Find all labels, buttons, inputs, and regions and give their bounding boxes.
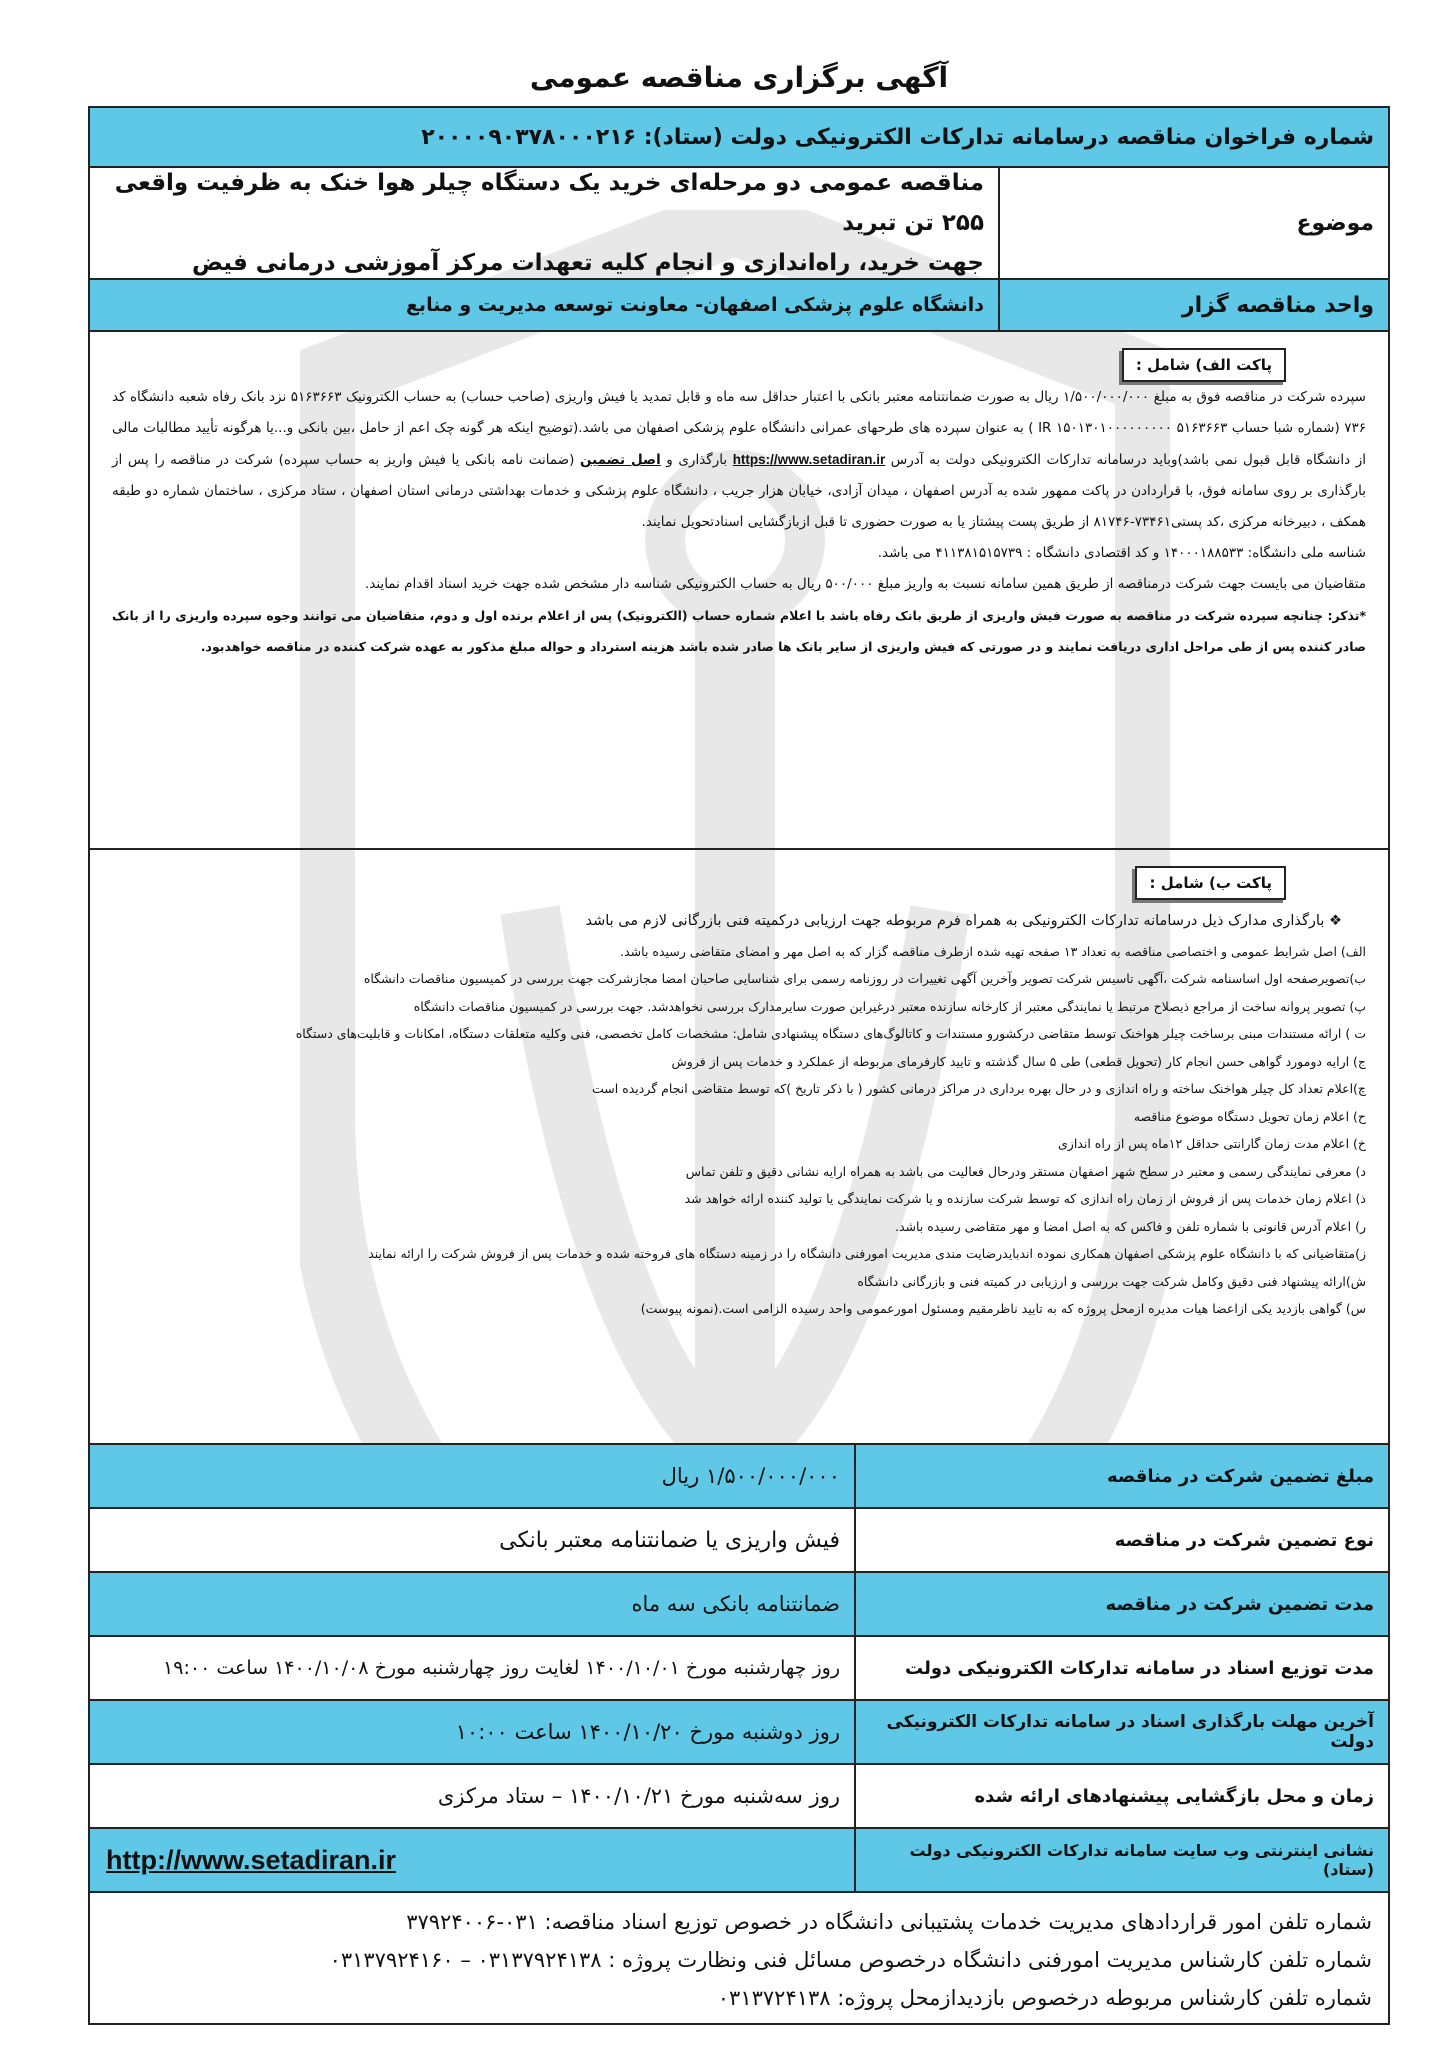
university-id-paragraph: شناسه ملی دانشگاه: ۱۴۰۰۰۱۸۸۵۳۳ و کد اقتصادی دانشگاه : ۴۱۱۳۸۱۵۱۵۷۳۹ می باشد. <box>877 545 1366 561</box>
list-item: ذ) اعلام زمان خدمات پس از فروش از زمان راه اندازی که توسط شرکت سازنده و یا شرکت نمایندگی یا تولید کننده ارائه خواهد شد <box>684 1191 1366 1206</box>
contact-phones <box>90 1893 1388 2023</box>
list-item: ز)متقاضیانی که با دانشگاه علوم پزشکی اصفهان همکاری نموده اندبایدرضایت مندی مدیریت امورفنی دانشگاه را در زمینه دستگاه های فروخته شده و خدمات پس از فروش شرکت را ارائه نمایند <box>368 1246 1366 1261</box>
tender-notice <box>88 55 1390 2025</box>
phone-line-technical: شماره تلفن کارشناس مدیریت امورفنی دانشگاه درخصوص مسائل فنی ونظارت پروژه : ۰۳۱۳۷۹۲۴۱۳۸ – ۰۳۱۳۷۹۲۴۱۶۰ <box>329 1948 1372 1972</box>
list-item: ح) اعلام زمان تحویل دستگاه موضوع مناقصه <box>1133 1108 1366 1124</box>
notice-frame <box>88 106 1390 2025</box>
table-row-guarantee-type: نوع تضمین شرکت در مناقصه فیش واریزی یا ضمانتنامه معتبر بانکی <box>90 1509 1388 1573</box>
packet-a-heading: پاکت الف) شامل : <box>1122 348 1286 382</box>
list-item: ج) ارایه دومورد گواهی حسن انجام کار (تحویل قطعی) طی ۵ سال گذشته و تایید کارفرمای مربوطه از عملکرد و خدمات پس از فروش <box>671 1053 1366 1069</box>
list-item: ت ) ارائه مستندات مبنی برساخت چیلر هواخنک توسط متقاضی درکشورو مستندات و کاتالوگ‌های دستگاه پیشنهادی شامل: مشخصات کامل تخصصی، فنی وکلیه متعلقات دستگاه، امکانات و قابلیت‌های دستگاه <box>295 1026 1366 1041</box>
list-item: س) گواهی بازدید یکی ازاعضا هیات مدیره ازمحل پروژه که به تایید ناظرمقیم ومسئول امورعمومی واحد رسیده الزامی است.(نمونه پیوست) <box>640 1301 1366 1316</box>
table-row-guarantee-duration: مدت تضمین شرکت در مناقصه ضمانتنامه بانکی سه ماه <box>90 1573 1388 1637</box>
subject-row <box>90 168 1388 280</box>
organizer-label: واحد مناقصه گزار <box>998 280 1388 330</box>
subject-line-2: جهت خرید، راه‌اندازی و انجام کلیه تعهدات مرکز آموزشی درمانی فیض <box>191 250 984 276</box>
tender-number-banner: شماره فراخوان مناقصه درسامانه تدارکات الکترونیکی دولت (ستاد): ۲۰۰۰۰۹۰۳۷۸۰۰۰۲۱۶ <box>90 108 1388 168</box>
list-item: ر) اعلام آدرس قانونی با شماره تلفن و فاکس که به اصل امضا و مهر متقاضی رسیده باشد. <box>894 1218 1366 1234</box>
list-item: ب)تصویرصفحه اول اساسنامه شرکت ،آگهی تاسیس شرکت تصویر وآخرین آگهی تغییرات در روزنامه رسمی برای شناسایی صاحبان امضا مجازشرکت جهت بررسی در کمیسیون مناقصات دانشگاه <box>363 971 1366 986</box>
refund-note-paragraph: *تذکر: چنانچه سپرده شرکت در مناقصه به صورت فیش واریزی از طریق بانک رفاه باشد با اعلام شماره حساب (الکترونیک) پس از اعلام برنده اول و دوم، متقاضیان می توانند وجوه سپرده واریزی را از بانک صادر کننده پس از طی مراحل اداری دریافت نمایند و در صورتی که فیش واریزی از سایر بانک ها صادر شده باشد هزینه استرداد و حواله مبلغ مذکور به عهده شرکت کننده در مناقصه خواهدبود. <box>112 608 1366 654</box>
packet-a-deposit-paragraph: سپرده شرکت در مناقصه فوق به مبلغ ۱/۵۰۰/۰۰۰/۰۰۰ ریال به صورت ضمانتنامه معتبر بانکی با اعتبار حداقل سه ماه و قابل تمدید یا فیش واریزی (صاحب حساب) به حساب الکترونیک ۵۱۶۳۶۶۳ نزد بانک رفاه شعبه دانشگاه کد ۷۳۶ (شماره شبا حساب ۵۱۶۳۶۶۳ ۱۵۰۱۳۰۱۰۰۰۰۰۰۰۰۰ IR ) به عنوان سپرده های طرحهای عمرانی دانشگاه علوم پزشکی اصفهان می باشد.(توضیح اینکه هر گونه چک اعم از حامل ،بین بانکی و...یا هرگونه تأیید مطالبات مالی از دانشگاه قابل قبول نمی باشد)وباید درسامانه تدارکات الکترونیکی دولت به آدرس https://www.setadiran.ir بارگذاری و اصل تضمین (ضمانت نامه بانکی یا فیش واریز به حساب سپرده) شرکت در مناقصه را پس از بارگذاری بر روی سامانه فوق، با قراردادن در پاکت ممهور شده به آدرس اصفهان ، میدان آزادی، خیابان هزار جریب ، دانشگاه علوم پزشکی و خدمات بهداشتی درمانی استان اصفهان ، ستاد مرکزی ، ساختمان شماره دو طبقه همکف ، دبیرخانه مرکزی ،کد پستی۷۳۴۶۱-۸۱۷۴۶ از طریق پست پیشتاز یا به صورت حضوری تا قبل ازبازگشایی اسنادتحویل نمایند. <box>112 389 1367 530</box>
setadiran-website-link[interactable]: http://www.setadiran.ir <box>106 1844 397 1875</box>
phone-line-contracts: شماره تلفن امور قراردادهای مدیریت خدمات پشتیبانی دانشگاه در خصوص توزیع اسناد مناقصه: ۰۳۱-۳۷۹۲۴۰۰۶ <box>406 1910 1372 1934</box>
list-item: د) معرفی نمایندگی رسمی و معتبر در سطح شهر اصفهان مستقر ودرحال فعالیت می باشد به همراه ارایه نشانی دقیق و تلفن تماس <box>685 1163 1366 1179</box>
table-row-upload-deadline: آخرین مهلت بارگذاری اسناد در سامانه تدارکات الکترونیکی دولت روز دوشنبه مورخ ۱۴۰۰/۱۰/۲۰ ساعت ۱۰:۰۰ <box>90 1701 1388 1765</box>
subject-value <box>90 168 998 278</box>
table-row-guarantee-amount: مبلغ تضمین شرکت در مناقصه ۱/۵۰۰/۰۰۰/۰۰۰ ریال <box>90 1445 1388 1509</box>
organizer-row <box>90 280 1388 332</box>
packet-b-intro: ❖ بارگذاری مدارک ذیل درسامانه تدارکات الکترونیکی به همراه فرم مربوطه جهت ارزیابی درکمیته فنی بازرگانی لازم می باشد <box>585 913 1342 929</box>
table-row-opening-time: زمان و محل بازگشایی پیشنهادهای ارائه شده روز سه‌شنبه مورخ ۱۴۰۰/۱۰/۲۱ – ستاد مرکزی <box>90 1765 1388 1829</box>
list-item: الف) اصل شرایط عمومی و اختصاصی مناقصه به تعداد ۱۳ صفحه تهیه شده ازطرف مناقصه گزار که به اصل مهر و امضای متقاضی رسیده باشد. <box>620 943 1366 959</box>
packet-b-list <box>112 938 1366 1323</box>
packet-a-section <box>90 332 1388 850</box>
subject-label: موضوع <box>998 168 1388 278</box>
list-item: ش)ارائه پیشنهاد فنی دقیق وکامل شرکت جهت بررسی و ارزیابی در کمیته فنی و بازرگانی دانشگاه <box>857 1273 1366 1289</box>
packet-b-section <box>90 850 1388 1445</box>
list-item: خ) اعلام مدت زمان گارانتی حداقل ۱۲ماه پس از راه اندازی <box>1058 1136 1366 1151</box>
table-row-distribution-period: مدت توزیع اسناد در سامانه تدارکات الکترونیکی دولت روز چهارشنبه مورخ ۱۴۰۰/۱۰/۰۱ لغایت روز چهارشنبه مورخ ۱۴۰۰/۱۰/۰۸ ساعت ۱۹:۰۰ <box>90 1637 1388 1701</box>
list-item: چ)اعلام تعداد کل چیلر هواخنک ساخته و راه اندازی و در حال بهره برداری در مراکز درمانی کشور ( با ذکر تاریخ )که توسط متقاضی انجام گردیده است <box>592 1081 1366 1096</box>
packet-b-heading: پاکت ب) شامل : <box>1135 866 1286 900</box>
document-fee-paragraph: متقاضیان می بایست جهت شرکت درمناقصه از طریق همین سامانه نسبت به واریز مبلغ ۵۰۰/۰۰۰ ریال به حساب الکترونیکی شناسه دار مشخص شده جهت خرید اسناد اقدام نمایند. <box>364 576 1366 592</box>
organizer-value: دانشگاه علوم پزشکی اصفهان- معاونت توسعه مدیریت و منابع <box>405 294 984 316</box>
list-item: پ) تصویر پروانه ساخت از مراجع ذیصلاح مرتبط یا نمایندگی معتبر از کارخانه سازنده معتبر درغیراین صورت سایرمدارک بررسی نخواهدشد. جهت بررسی در کمیسیون مناقصات دانشگاه <box>413 998 1366 1014</box>
table-row-website: نشانی اینترنتی وب سایت سامانه تدارکات الکترونیکی دولت (ستاد) http://www.setadiran.ir <box>90 1829 1388 1893</box>
phone-line-site-visit: شماره تلفن کارشناس مربوطه درخصوص بازدیدازمحل پروژه: ۰۳۱۳۷۲۴۱۳۸ <box>717 1986 1372 2010</box>
notice-title: آگهی برگزاری مناقصه عمومی <box>529 61 949 94</box>
subject-line-1: مناقصه عمومی دو مرحله‌ای خرید یک دستگاه چیلر هوا خنک به ظرفیت واقعی ۲۵۵ تن تبرید <box>114 170 984 236</box>
setadiran-inline-link[interactable]: https://www.setadiran.ir <box>732 452 886 467</box>
